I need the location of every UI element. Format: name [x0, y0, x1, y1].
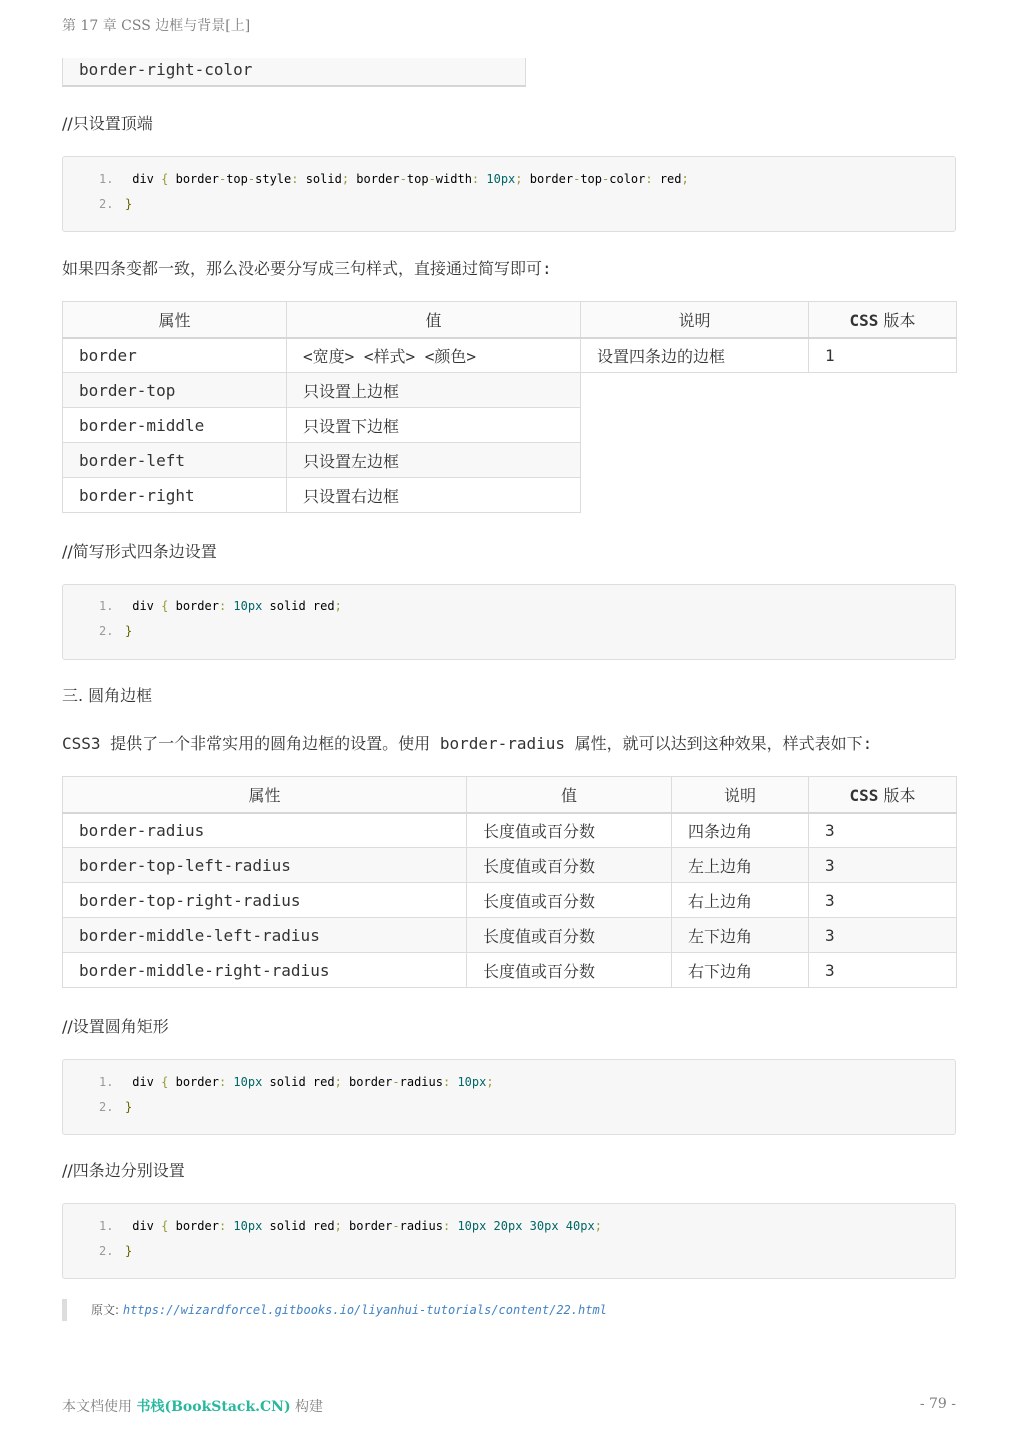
code-comment-rounded-rect: //设置圆角矩形 — [62, 1017, 169, 1036]
cell-description: 四条边角 — [672, 813, 809, 848]
table-header-row — [63, 302, 957, 338]
table-row — [63, 883, 957, 918]
cell-property: border-left — [63, 443, 287, 478]
cell-value: 长度值或百分数 — [467, 848, 672, 883]
cell-property: border-middle-left-radius — [63, 918, 467, 953]
table-row — [63, 813, 957, 848]
cell-text: border-right-color — [79, 60, 253, 79]
cell-version: 1 — [809, 338, 957, 373]
cell-property: border-right — [63, 478, 287, 513]
header-value: 值 — [287, 302, 581, 338]
code-comment-shorthand: //简写形式四条边设置 — [62, 542, 217, 561]
source-link[interactable]: https://wizardforcel.gitbooks.io/liyanhui-tutorials/content/22.html — [122, 1303, 607, 1317]
header-value: 值 — [467, 777, 672, 813]
code-block-shorthand — [62, 584, 956, 660]
code-line-2: 2. } — [99, 1244, 133, 1258]
running-header: 第 17 章 CSS 边框与背景[上] — [62, 18, 251, 34]
line-number: 1. — [99, 1219, 114, 1233]
cell-version: 3 — [809, 883, 957, 918]
header-property: 属性 — [63, 777, 467, 813]
line-number: 1. — [99, 1075, 114, 1089]
table-row — [63, 408, 957, 443]
cell-value: 只设置上边框 — [287, 373, 581, 408]
table-row — [63, 338, 957, 373]
table-header-row — [63, 777, 957, 813]
code-block-rounded-rect — [62, 1059, 956, 1135]
line-number: 2. — [99, 1100, 114, 1114]
source-blockquote — [62, 1299, 607, 1321]
cell-property: border-top — [63, 373, 287, 408]
cell-version: 3 — [809, 953, 957, 988]
cell-description: 左上边角 — [672, 848, 809, 883]
table-row — [63, 953, 957, 988]
cell-property: border-middle — [63, 408, 287, 443]
line-number: 2. — [99, 197, 114, 211]
cell-property: border-top-left-radius — [63, 848, 467, 883]
code-comment-top: //只设置顶端 — [62, 114, 153, 133]
border-radius-table — [62, 776, 957, 988]
cell-value: 长度值或百分数 — [467, 813, 672, 848]
code-line-2: 2. } — [99, 1100, 133, 1114]
cell-version: 3 — [809, 848, 957, 883]
cell-value: 长度值或百分数 — [467, 953, 672, 988]
previous-table-tail-cell — [62, 58, 526, 87]
code-line-1: 1. div { border-top-style: solid; border-top-width: 10px; border-top-color: red; — [99, 172, 689, 186]
table-row — [63, 443, 957, 478]
table-row — [63, 848, 957, 883]
inline-code: border-radius — [439, 734, 566, 753]
cell-value: 只设置左边框 — [287, 443, 581, 478]
paragraph-shorthand-intro: 如果四条变都一致，那么没必要分写成三句样式，直接通过简写即可: — [62, 259, 552, 278]
cell-value: <宽度> <样式> <颜色> — [287, 338, 581, 373]
cell-version: 3 — [809, 813, 957, 848]
table-row — [63, 373, 957, 408]
cell-version: 3 — [809, 918, 957, 953]
code-line-1: 1. div { border: 10px solid red; border-radius: 10px 20px 30px 40px; — [99, 1219, 602, 1233]
header-css-version: CSS 版本 — [809, 302, 957, 338]
code-block-top-border — [62, 156, 956, 232]
cell-description: 设置四条边的边框 — [581, 338, 809, 373]
footer-credit: 本文档使用 书栈(BookStack.CN) 构建 — [62, 1399, 324, 1415]
cell-property: border-middle-right-radius — [63, 953, 467, 988]
bookstack-link[interactable]: 书栈(BookStack.CN) — [136, 1399, 291, 1415]
code-line-1: 1. div { border: 10px solid red; border-radius: 10px; — [99, 1075, 494, 1089]
code-line-1: 1. div { border: 10px solid red; — [99, 599, 342, 613]
source-label: 原文: — [91, 1303, 123, 1317]
header-css-version: CSS 版本 — [809, 777, 957, 813]
cell-property: border — [63, 338, 287, 373]
page-number: - 79 - — [919, 1396, 956, 1412]
table-row — [63, 918, 957, 953]
cell-description: 右上边角 — [672, 883, 809, 918]
code-line-2: 2. } — [99, 197, 133, 211]
line-number: 1. — [99, 172, 114, 186]
line-number: 1. — [99, 599, 114, 613]
cell-description: 左下边角 — [672, 918, 809, 953]
paragraph-border-radius-intro: CSS3 提供了一个非常实用的圆角边框的设置。使用 border-radius 属性，就可以达到这种效果，样式表如下: — [62, 734, 873, 753]
code-line-2: 2. } — [99, 624, 133, 638]
cell-property: border-radius — [63, 813, 467, 848]
line-number: 2. — [99, 1244, 114, 1258]
cell-property: border-top-right-radius — [63, 883, 467, 918]
code-comment-four-corners: //四条边分别设置 — [62, 1161, 185, 1180]
table-row — [63, 478, 957, 513]
section-heading-rounded-borders: 三. 圆角边框 — [62, 686, 153, 705]
line-number: 2. — [99, 624, 114, 638]
header-description: 说明 — [581, 302, 809, 338]
cell-description: 右下边角 — [672, 953, 809, 988]
cell-value: 只设置右边框 — [287, 478, 581, 513]
header-description: 说明 — [672, 777, 809, 813]
header-property: 属性 — [63, 302, 287, 338]
code-block-four-corners — [62, 1203, 956, 1279]
cell-value: 长度值或百分数 — [467, 883, 672, 918]
cell-value: 只设置下边框 — [287, 408, 581, 443]
cell-value: 长度值或百分数 — [467, 918, 672, 953]
border-properties-table — [62, 301, 957, 513]
